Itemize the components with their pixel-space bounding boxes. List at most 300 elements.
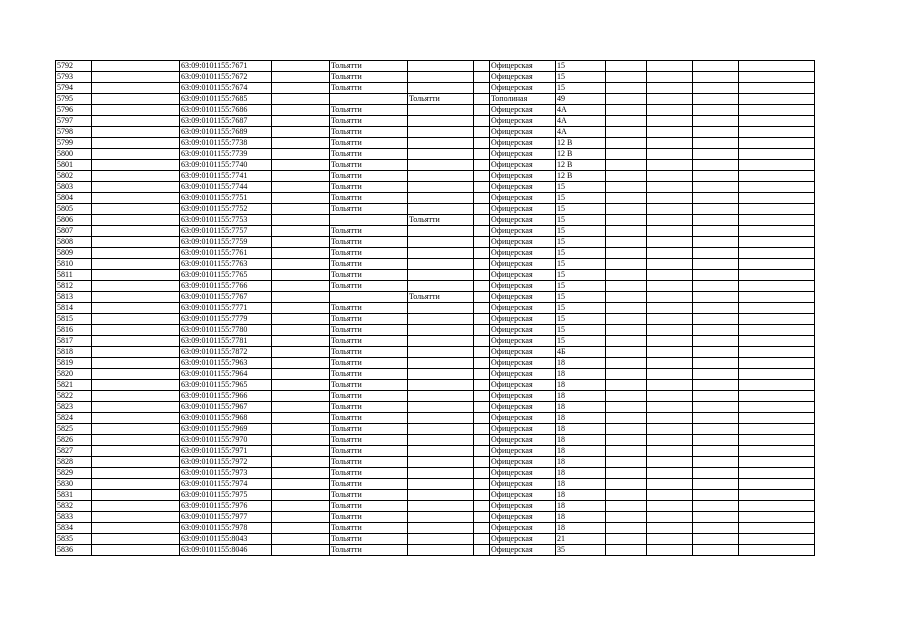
empty-cell — [92, 94, 180, 105]
city-cell: Тольятти — [330, 534, 408, 545]
empty-cell — [272, 204, 330, 215]
cadastral-number-cell: 63:09:0101155:7674 — [180, 83, 272, 94]
empty-cell — [739, 303, 815, 314]
street-cell: Тополиная — [490, 94, 556, 105]
house-number-cell: 15 — [556, 226, 606, 237]
empty-cell — [739, 83, 815, 94]
city-cell: Тольятти — [330, 314, 408, 325]
city-cell: Тольятти — [330, 116, 408, 127]
empty-cell — [606, 83, 647, 94]
row-number-cell: 5833 — [56, 512, 92, 523]
empty-cell — [92, 314, 180, 325]
empty-cell — [739, 248, 815, 259]
empty-cell — [474, 182, 490, 193]
city-cell — [408, 369, 474, 380]
empty-cell — [272, 391, 330, 402]
empty-cell — [474, 138, 490, 149]
house-number-cell: 15 — [556, 248, 606, 259]
city-cell — [408, 127, 474, 138]
empty-cell — [92, 61, 180, 72]
empty-cell — [474, 303, 490, 314]
house-number-cell: 15 — [556, 193, 606, 204]
empty-cell — [739, 523, 815, 534]
table-row — [56, 435, 815, 446]
row-number-cell: 5800 — [56, 149, 92, 160]
empty-cell — [606, 325, 647, 336]
empty-cell — [272, 281, 330, 292]
empty-cell — [606, 204, 647, 215]
empty-cell — [693, 391, 739, 402]
empty-cell — [92, 204, 180, 215]
empty-cell — [272, 413, 330, 424]
city-cell: Тольятти — [330, 105, 408, 116]
street-cell: Офицерская — [490, 446, 556, 457]
street-cell: Офицерская — [490, 457, 556, 468]
empty-cell — [693, 457, 739, 468]
empty-cell — [272, 545, 330, 556]
empty-cell — [647, 61, 693, 72]
city-cell: Тольятти — [330, 270, 408, 281]
empty-cell — [693, 281, 739, 292]
row-number-cell: 5796 — [56, 105, 92, 116]
empty-cell — [693, 292, 739, 303]
table-row — [56, 479, 815, 490]
city-cell: Тольятти — [330, 72, 408, 83]
table-row — [56, 138, 815, 149]
empty-cell — [606, 446, 647, 457]
empty-cell — [693, 149, 739, 160]
empty-cell — [739, 435, 815, 446]
empty-cell — [693, 325, 739, 336]
empty-cell — [693, 204, 739, 215]
empty-cell — [739, 358, 815, 369]
city-cell — [408, 303, 474, 314]
city-cell — [408, 138, 474, 149]
empty-cell — [647, 490, 693, 501]
city-cell: Тольятти — [330, 479, 408, 490]
street-cell: Офицерская — [490, 248, 556, 259]
empty-cell — [92, 171, 180, 182]
city-cell — [408, 226, 474, 237]
house-number-cell: 15 — [556, 325, 606, 336]
cadastral-number-cell: 63:09:0101155:7964 — [180, 369, 272, 380]
city-cell — [408, 545, 474, 556]
empty-cell — [693, 501, 739, 512]
empty-cell — [272, 380, 330, 391]
empty-cell — [693, 479, 739, 490]
house-number-cell: 18 — [556, 501, 606, 512]
city-cell: Тольятти — [330, 281, 408, 292]
empty-cell — [606, 292, 647, 303]
empty-cell — [647, 226, 693, 237]
house-number-cell: 12 В — [556, 149, 606, 160]
empty-cell — [606, 347, 647, 358]
house-number-cell: 18 — [556, 391, 606, 402]
empty-cell — [693, 545, 739, 556]
empty-cell — [693, 446, 739, 457]
empty-cell — [739, 226, 815, 237]
empty-cell — [92, 358, 180, 369]
city-cell — [408, 237, 474, 248]
house-number-cell: 18 — [556, 369, 606, 380]
empty-cell — [647, 215, 693, 226]
table-row — [56, 193, 815, 204]
street-cell: Офицерская — [490, 105, 556, 116]
city-cell: Тольятти — [330, 512, 408, 523]
row-number-cell: 5822 — [56, 391, 92, 402]
house-number-cell: 18 — [556, 402, 606, 413]
empty-cell — [647, 72, 693, 83]
cadastral-number-cell: 63:09:0101155:7672 — [180, 72, 272, 83]
empty-cell — [693, 83, 739, 94]
empty-cell — [647, 336, 693, 347]
empty-cell — [606, 72, 647, 83]
street-cell: Офицерская — [490, 391, 556, 402]
row-number-cell: 5810 — [56, 259, 92, 270]
empty-cell — [647, 391, 693, 402]
empty-cell — [647, 149, 693, 160]
city-cell: Тольятти — [330, 83, 408, 94]
cadastral-number-cell: 63:09:0101155:7689 — [180, 127, 272, 138]
empty-cell — [739, 457, 815, 468]
house-number-cell: 15 — [556, 61, 606, 72]
cadastral-number-cell: 63:09:0101155:7767 — [180, 292, 272, 303]
street-cell: Офицерская — [490, 149, 556, 160]
street-cell: Офицерская — [490, 501, 556, 512]
house-number-cell: 15 — [556, 237, 606, 248]
cadastral-number-cell: 63:09:0101155:7969 — [180, 424, 272, 435]
house-number-cell: 15 — [556, 292, 606, 303]
empty-cell — [474, 193, 490, 204]
empty-cell — [647, 281, 693, 292]
empty-cell — [92, 534, 180, 545]
house-number-cell: 18 — [556, 358, 606, 369]
cadastral-number-cell: 63:09:0101155:7966 — [180, 391, 272, 402]
empty-cell — [647, 369, 693, 380]
empty-cell — [606, 490, 647, 501]
table-row — [56, 402, 815, 413]
row-number-cell: 5835 — [56, 534, 92, 545]
street-cell: Офицерская — [490, 314, 556, 325]
empty-cell — [647, 325, 693, 336]
empty-cell — [272, 325, 330, 336]
cadastral-number-cell: 63:09:0101155:7744 — [180, 182, 272, 193]
empty-cell — [739, 413, 815, 424]
street-cell: Офицерская — [490, 259, 556, 270]
empty-cell — [606, 413, 647, 424]
city-cell: Тольятти — [330, 325, 408, 336]
empty-cell — [693, 215, 739, 226]
house-number-cell: 4А — [556, 127, 606, 138]
city-cell — [408, 325, 474, 336]
cadastral-number-cell: 63:09:0101155:7965 — [180, 380, 272, 391]
empty-cell — [272, 435, 330, 446]
empty-cell — [272, 358, 330, 369]
city-cell — [330, 215, 408, 226]
city-cell: Тольятти — [330, 369, 408, 380]
empty-cell — [693, 160, 739, 171]
table-row — [56, 512, 815, 523]
street-cell: Офицерская — [490, 523, 556, 534]
empty-cell — [474, 237, 490, 248]
empty-cell — [272, 226, 330, 237]
empty-cell — [272, 149, 330, 160]
empty-cell — [92, 116, 180, 127]
house-number-cell: 18 — [556, 479, 606, 490]
city-cell: Тольятти — [330, 182, 408, 193]
empty-cell — [92, 105, 180, 116]
empty-cell — [693, 94, 739, 105]
house-number-cell: 18 — [556, 523, 606, 534]
row-number-cell: 5812 — [56, 281, 92, 292]
empty-cell — [474, 325, 490, 336]
empty-cell — [739, 534, 815, 545]
city-cell: Тольятти — [330, 127, 408, 138]
street-cell: Офицерская — [490, 490, 556, 501]
empty-cell — [272, 94, 330, 105]
row-number-cell: 5807 — [56, 226, 92, 237]
house-number-cell: 12 В — [556, 160, 606, 171]
empty-cell — [739, 182, 815, 193]
house-number-cell: 18 — [556, 512, 606, 523]
cadastral-number-cell: 63:09:0101155:7759 — [180, 237, 272, 248]
row-number-cell: 5808 — [56, 237, 92, 248]
empty-cell — [92, 380, 180, 391]
city-cell: Тольятти — [330, 391, 408, 402]
empty-cell — [474, 171, 490, 182]
house-number-cell: 18 — [556, 468, 606, 479]
empty-cell — [739, 259, 815, 270]
empty-cell — [474, 512, 490, 523]
city-cell: Тольятти — [330, 336, 408, 347]
cadastral-number-cell: 63:09:0101155:7685 — [180, 94, 272, 105]
house-number-cell: 18 — [556, 490, 606, 501]
empty-cell — [474, 61, 490, 72]
house-number-cell: 15 — [556, 215, 606, 226]
empty-cell — [474, 424, 490, 435]
empty-cell — [92, 237, 180, 248]
table-row — [56, 116, 815, 127]
empty-cell — [606, 94, 647, 105]
table-row — [56, 237, 815, 248]
empty-cell — [647, 446, 693, 457]
empty-cell — [693, 237, 739, 248]
empty-cell — [647, 512, 693, 523]
empty-cell — [92, 303, 180, 314]
empty-cell — [647, 105, 693, 116]
empty-cell — [693, 358, 739, 369]
street-cell: Офицерская — [490, 237, 556, 248]
empty-cell — [92, 468, 180, 479]
city-cell — [408, 479, 474, 490]
city-cell: Тольятти — [330, 468, 408, 479]
city-cell — [408, 457, 474, 468]
table-row — [56, 303, 815, 314]
empty-cell — [474, 226, 490, 237]
empty-cell — [92, 523, 180, 534]
street-cell: Офицерская — [490, 402, 556, 413]
empty-cell — [474, 83, 490, 94]
row-number-cell: 5802 — [56, 171, 92, 182]
house-number-cell: 15 — [556, 336, 606, 347]
empty-cell — [739, 281, 815, 292]
row-number-cell: 5799 — [56, 138, 92, 149]
house-number-cell: 4А — [556, 116, 606, 127]
empty-cell — [272, 402, 330, 413]
table-row — [56, 545, 815, 556]
empty-cell — [606, 534, 647, 545]
city-cell: Тольятти — [330, 303, 408, 314]
row-number-cell: 5830 — [56, 479, 92, 490]
empty-cell — [272, 501, 330, 512]
empty-cell — [272, 424, 330, 435]
city-cell — [408, 534, 474, 545]
registry-table-body — [56, 61, 815, 556]
empty-cell — [693, 61, 739, 72]
cadastral-number-cell: 63:09:0101155:7751 — [180, 193, 272, 204]
empty-cell — [474, 479, 490, 490]
city-cell — [408, 171, 474, 182]
cadastral-number-cell: 63:09:0101155:7972 — [180, 457, 272, 468]
empty-cell — [739, 292, 815, 303]
empty-cell — [92, 72, 180, 83]
empty-cell — [92, 149, 180, 160]
street-cell: Офицерская — [490, 292, 556, 303]
city-cell: Тольятти — [330, 358, 408, 369]
empty-cell — [739, 512, 815, 523]
house-number-cell: 18 — [556, 435, 606, 446]
empty-cell — [739, 424, 815, 435]
house-number-cell: 12 В — [556, 138, 606, 149]
empty-cell — [606, 182, 647, 193]
cadastral-number-cell: 63:09:0101155:7761 — [180, 248, 272, 259]
empty-cell — [92, 83, 180, 94]
empty-cell — [606, 105, 647, 116]
empty-cell — [693, 105, 739, 116]
table-row — [56, 292, 815, 303]
city-cell: Тольятти — [330, 435, 408, 446]
empty-cell — [606, 336, 647, 347]
empty-cell — [474, 534, 490, 545]
street-cell: Офицерская — [490, 226, 556, 237]
empty-cell — [606, 358, 647, 369]
empty-cell — [474, 314, 490, 325]
empty-cell — [474, 292, 490, 303]
table-row — [56, 105, 815, 116]
empty-cell — [606, 457, 647, 468]
empty-cell — [606, 468, 647, 479]
city-cell — [408, 193, 474, 204]
empty-cell — [739, 149, 815, 160]
empty-cell — [272, 138, 330, 149]
city-cell: Тольятти — [330, 457, 408, 468]
row-number-cell: 5826 — [56, 435, 92, 446]
empty-cell — [92, 512, 180, 523]
city-cell: Тольятти — [330, 402, 408, 413]
cadastral-number-cell: 63:09:0101155:7779 — [180, 314, 272, 325]
empty-cell — [92, 259, 180, 270]
empty-cell — [693, 248, 739, 259]
row-number-cell: 5832 — [56, 501, 92, 512]
street-cell: Офицерская — [490, 83, 556, 94]
street-cell: Офицерская — [490, 435, 556, 446]
empty-cell — [272, 83, 330, 94]
empty-cell — [92, 270, 180, 281]
empty-cell — [739, 380, 815, 391]
city-cell — [408, 182, 474, 193]
empty-cell — [92, 193, 180, 204]
empty-cell — [693, 347, 739, 358]
empty-cell — [647, 523, 693, 534]
row-number-cell: 5804 — [56, 193, 92, 204]
house-number-cell: 18 — [556, 446, 606, 457]
cadastral-number-cell: 63:09:0101155:7752 — [180, 204, 272, 215]
empty-cell — [606, 369, 647, 380]
empty-cell — [647, 193, 693, 204]
table-row — [56, 380, 815, 391]
city-cell — [408, 83, 474, 94]
table-row — [56, 523, 815, 534]
row-number-cell: 5821 — [56, 380, 92, 391]
row-number-cell: 5827 — [56, 446, 92, 457]
city-cell — [408, 336, 474, 347]
table-row — [56, 413, 815, 424]
row-number-cell: 5813 — [56, 292, 92, 303]
city-cell — [408, 270, 474, 281]
city-cell: Тольятти — [330, 204, 408, 215]
empty-cell — [272, 534, 330, 545]
city-cell — [408, 490, 474, 501]
empty-cell — [92, 215, 180, 226]
cadastral-number-cell: 63:09:0101155:7738 — [180, 138, 272, 149]
house-number-cell: 15 — [556, 72, 606, 83]
empty-cell — [693, 402, 739, 413]
table-row — [56, 457, 815, 468]
empty-cell — [92, 457, 180, 468]
empty-cell — [606, 501, 647, 512]
row-number-cell: 5811 — [56, 270, 92, 281]
table-row — [56, 281, 815, 292]
house-number-cell: 15 — [556, 259, 606, 270]
cadastral-number-cell: 63:09:0101155:7963 — [180, 358, 272, 369]
empty-cell — [272, 303, 330, 314]
empty-cell — [474, 160, 490, 171]
empty-cell — [272, 72, 330, 83]
empty-cell — [272, 446, 330, 457]
empty-cell — [272, 259, 330, 270]
house-number-cell: 15 — [556, 314, 606, 325]
empty-cell — [272, 248, 330, 259]
city-cell: Тольятти — [408, 215, 474, 226]
empty-cell — [647, 424, 693, 435]
empty-cell — [474, 105, 490, 116]
row-number-cell: 5824 — [56, 413, 92, 424]
empty-cell — [606, 171, 647, 182]
street-cell: Офицерская — [490, 534, 556, 545]
city-cell — [408, 72, 474, 83]
table-row — [56, 534, 815, 545]
cadastral-number-cell: 63:09:0101155:7780 — [180, 325, 272, 336]
city-cell — [408, 523, 474, 534]
empty-cell — [92, 479, 180, 490]
house-number-cell: 18 — [556, 380, 606, 391]
empty-cell — [647, 204, 693, 215]
street-cell: Офицерская — [490, 336, 556, 347]
city-cell — [408, 468, 474, 479]
city-cell: Тольятти — [330, 545, 408, 556]
empty-cell — [693, 193, 739, 204]
city-cell — [408, 149, 474, 160]
